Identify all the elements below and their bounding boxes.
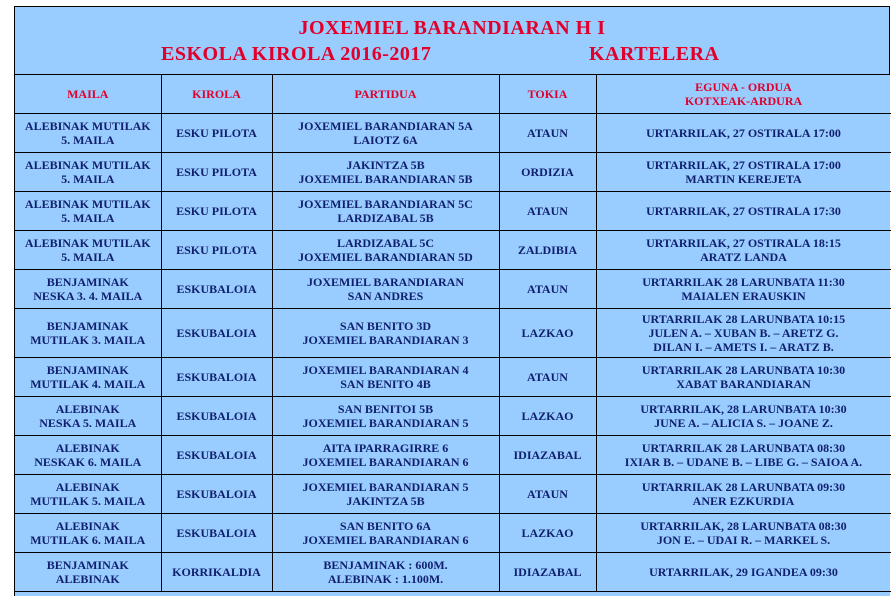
maila-cell-line: ALEBINAK <box>55 480 120 494</box>
table-row <box>15 192 891 231</box>
tokia-cell: ATAUN <box>499 114 596 153</box>
maila-cell <box>15 192 161 231</box>
eguna-cell-line: JON E. – UDAI R. – MARKEL S. <box>656 533 831 547</box>
tokia-cell: ATAUN <box>499 270 596 309</box>
partidua-cell-line: SAN ANDRES <box>347 289 424 303</box>
eguna-cell-line: URTARRILAK, 27 OSTIRALA 17:30 <box>646 204 841 218</box>
table-row <box>15 231 891 270</box>
maila-cell-line: ALEBINAK <box>55 441 120 455</box>
partidua-cell <box>272 270 499 309</box>
maila-cell-line: ALEBINAK MUTILAK <box>24 119 151 133</box>
maila-cell-line: BENJAMINAK <box>46 558 129 572</box>
eguna-cell-line: URTARRILAK, 28 LARUNBATA 08:30 <box>640 519 847 533</box>
maila-cell <box>15 553 161 592</box>
eguna-cell <box>596 397 891 436</box>
partidua-cell-line: JOXEMIEL BARANDIARAN 5A <box>298 119 473 133</box>
header-tokia: TOKIA <box>499 75 596 114</box>
maila-cell-line: 5. MAILA <box>61 133 115 147</box>
partidua-cell <box>272 231 499 270</box>
tokia-cell: LAZKAO <box>499 514 596 553</box>
eguna-cell <box>596 153 891 192</box>
partidua-cell <box>272 397 499 436</box>
tokia-cell: LAZKAO <box>499 397 596 436</box>
schedule-sheet <box>14 6 890 596</box>
table-row <box>15 309 891 358</box>
eguna-cell <box>596 514 891 553</box>
header-kirola: KIROLA <box>161 75 272 114</box>
maila-cell-line: ALEBINAK MUTILAK <box>24 158 151 172</box>
maila-cell-line: BENJAMINAK <box>46 363 129 377</box>
kirola-cell: ESKUBALOIA <box>161 514 272 553</box>
maila-cell-line: NESKAK 6. MAILA <box>34 455 142 469</box>
eguna-cell <box>596 192 891 231</box>
table-row <box>15 436 891 475</box>
header-eguna-line: KOTXEAK-ARDURA <box>684 94 803 108</box>
maila-cell <box>15 153 161 192</box>
maila-cell-line: 5. MAILA <box>61 172 115 186</box>
header-eguna <box>596 75 891 114</box>
partidua-cell-line: JOXEMIEL BARANDIARAN 6 <box>302 455 469 469</box>
partidua-cell-line: LARDIZABAL 5B <box>337 211 434 225</box>
partidua-cell <box>272 192 499 231</box>
table-row <box>15 270 891 309</box>
eguna-cell <box>596 436 891 475</box>
header-eguna-line: EGUNA - ORDUA <box>695 80 792 94</box>
partidua-cell-line: JOXEMIEL BARANDIARAN 5 <box>302 480 469 494</box>
kirola-cell: ESKU PILOTA <box>161 231 272 270</box>
maila-cell <box>15 270 161 309</box>
partidua-cell-line: JOXEMIEL BARANDIARAN 5 <box>302 416 469 430</box>
eguna-cell-line: URTARRILAK 28 LARUNBATA 10:30 <box>641 363 846 377</box>
partidua-cell-line: LARDIZABAL 5C <box>336 236 435 250</box>
kirola-cell: ESKU PILOTA <box>161 153 272 192</box>
maila-cell-line: 5. MAILA <box>61 250 115 264</box>
partidua-cell-line: AITA IPARRAGIRRE 6 <box>322 441 449 455</box>
eguna-cell-line: URTARRILAK 28 LARUNBATA 11:30 <box>642 275 845 289</box>
eguna-cell-line: URTARRILAK, 29 IGANDEA 09:30 <box>649 565 838 579</box>
poster-title: KARTELERA <box>589 43 720 65</box>
partidua-cell-line: ALEBINAK : 1.100M. <box>327 572 444 586</box>
eguna-cell-line: JULEN A. – XUBAN B. – ARETZ G. <box>648 326 839 340</box>
maila-cell <box>15 231 161 270</box>
table-row <box>15 114 891 153</box>
partidua-cell-line: SAN BENITOI 5B <box>337 402 434 416</box>
partidua-cell-line: SAN BENITO 6A <box>339 519 432 533</box>
eguna-cell-line: URTARRILAK 28 LARUNBATA 09:30 <box>641 480 846 494</box>
maila-cell-line: BENJAMINAK <box>46 275 129 289</box>
kirola-cell: ESKUBALOIA <box>161 436 272 475</box>
partidua-cell-line: SAN BENITO 4B <box>340 377 431 391</box>
partidua-cell <box>272 514 499 553</box>
maila-cell-line: ALEBINAK MUTILAK <box>24 236 151 250</box>
eguna-cell-line: URTARRILAK, 28 LARUNBATA 10:30 <box>640 402 847 416</box>
eguna-cell-line: JUNE A. – ALICIA S. – JOANE Z. <box>654 416 833 430</box>
maila-cell <box>15 358 161 397</box>
maila-cell-line: ALEBINAK MUTILAK <box>24 197 151 211</box>
maila-cell-line: MUTILAK 4. MAILA <box>30 377 146 391</box>
school-title: JOXEMIEL BARANDIARAN H I <box>298 17 606 39</box>
eguna-cell <box>596 553 891 592</box>
eguna-cell-line: DILAN I. – AMETS I. – ARATZ B. <box>653 340 834 354</box>
kirola-cell: ESKUBALOIA <box>161 397 272 436</box>
eguna-cell <box>596 358 891 397</box>
maila-cell <box>15 436 161 475</box>
table-row <box>15 358 891 397</box>
eguna-cell-line: IXIAR B. – UDANE B. – LIBE G. – SAIOA A. <box>624 455 863 469</box>
maila-cell-line: 5. MAILA <box>61 211 115 225</box>
eguna-cell-line: MARTIN KEREJETA <box>685 172 802 186</box>
maila-cell-line: BENJAMINAK <box>46 319 129 333</box>
kirola-cell: ESKUBALOIA <box>161 309 272 358</box>
maila-cell-line: ALEBINAK <box>55 519 120 533</box>
eguna-cell <box>596 114 891 153</box>
program-title: ESKOLA KIROLA 2016-2017 <box>161 43 432 65</box>
maila-cell-line: ALEBINAK <box>55 572 120 586</box>
eguna-cell <box>596 475 891 514</box>
maila-cell <box>15 475 161 514</box>
partidua-cell-line: JOXEMIEL BARANDIARAN 5B <box>298 172 473 186</box>
tokia-cell: ORDIZIA <box>499 153 596 192</box>
kirola-cell: ESKUBALOIA <box>161 358 272 397</box>
partidua-cell <box>272 309 499 358</box>
partidua-cell <box>272 358 499 397</box>
partidua-cell-line: JOXEMIEL BARANDIARAN 3 <box>302 333 469 347</box>
partidua-cell <box>272 475 499 514</box>
maila-cell-line: MUTILAK 5. MAILA <box>30 494 146 508</box>
tokia-cell: LAZKAO <box>499 309 596 358</box>
partidua-cell-line: JOXEMIEL BARANDIARAN 5C <box>298 197 473 211</box>
table-row <box>15 397 891 436</box>
eguna-cell-line: MAIALEN ERAUSKIN <box>681 289 806 303</box>
tokia-cell: IDIAZABAL <box>499 553 596 592</box>
partidua-cell-line: JAKINTZA 5B <box>346 494 425 508</box>
eguna-cell <box>596 270 891 309</box>
partidua-cell-line: JOXEMIEL BARANDIARAN <box>306 275 464 289</box>
table-row <box>15 553 891 592</box>
eguna-cell-line: URTARRILAK, 27 OSTIRALA 17:00 <box>646 126 841 140</box>
schedule-table <box>15 75 891 592</box>
tokia-cell: ATAUN <box>499 475 596 514</box>
eguna-cell <box>596 231 891 270</box>
partidua-cell-line: BENJAMINAK : 600M. <box>323 558 448 572</box>
partidua-cell-line: JOXEMIEL BARANDIARAN 5D <box>298 250 473 264</box>
maila-cell-line: MUTILAK 3. MAILA <box>30 333 146 347</box>
eguna-cell-line: URTARRILAK, 27 OSTIRALA 17:00 <box>646 158 841 172</box>
partidua-cell-line: JOXEMIEL BARANDIARAN 6 <box>302 533 469 547</box>
partidua-cell <box>272 114 499 153</box>
title-block <box>15 7 890 75</box>
maila-cell-line: NESKA 5. MAILA <box>39 416 137 430</box>
kirola-cell: ESKUBALOIA <box>161 475 272 514</box>
eguna-cell-line: ARATZ LANDA <box>700 250 787 264</box>
kirola-cell: ESKU PILOTA <box>161 114 272 153</box>
partidua-cell <box>272 436 499 475</box>
tokia-cell: ZALDIBIA <box>499 231 596 270</box>
maila-cell <box>15 309 161 358</box>
eguna-cell-line: ANER EZKURDIA <box>692 494 795 508</box>
tokia-cell: ATAUN <box>499 192 596 231</box>
eguna-cell <box>596 309 891 358</box>
partidua-cell-line: LAIOTZ 6A <box>353 133 418 147</box>
table-row <box>15 475 891 514</box>
header-maila: MAILA <box>15 75 161 114</box>
maila-cell <box>15 514 161 553</box>
table-row <box>15 153 891 192</box>
kirola-cell: ESKUBALOIA <box>161 270 272 309</box>
eguna-cell-line: URTARRILAK 28 LARUNBATA 08:30 <box>641 441 846 455</box>
header-row <box>15 75 891 114</box>
eguna-cell-line: URTARRILAK 28 LARUNBATA 10:15 <box>641 312 846 326</box>
maila-cell <box>15 114 161 153</box>
kirola-cell: ESKU PILOTA <box>161 192 272 231</box>
partidua-cell-line: JAKINTZA 5B <box>346 158 425 172</box>
partidua-cell <box>272 553 499 592</box>
maila-cell <box>15 397 161 436</box>
partidua-cell-line: JOXEMIEL BARANDIARAN 4 <box>302 363 469 377</box>
partidua-cell <box>272 153 499 192</box>
maila-cell-line: NESKA 3. 4. MAILA <box>33 289 143 303</box>
tokia-cell: IDIAZABAL <box>499 436 596 475</box>
tokia-cell: ATAUN <box>499 358 596 397</box>
table-row <box>15 514 891 553</box>
eguna-cell-line: XABAT BARANDIARAN <box>676 377 811 391</box>
maila-cell-line: MUTILAK 6. MAILA <box>30 533 146 547</box>
header-partidua: PARTIDUA <box>272 75 499 114</box>
maila-cell-line: ALEBINAK <box>55 402 120 416</box>
eguna-cell-line: URTARRILAK, 27 OSTIRALA 18:15 <box>646 236 841 250</box>
partidua-cell-line: SAN BENITO 3D <box>339 319 432 333</box>
kirola-cell: KORRIKALDIA <box>161 553 272 592</box>
